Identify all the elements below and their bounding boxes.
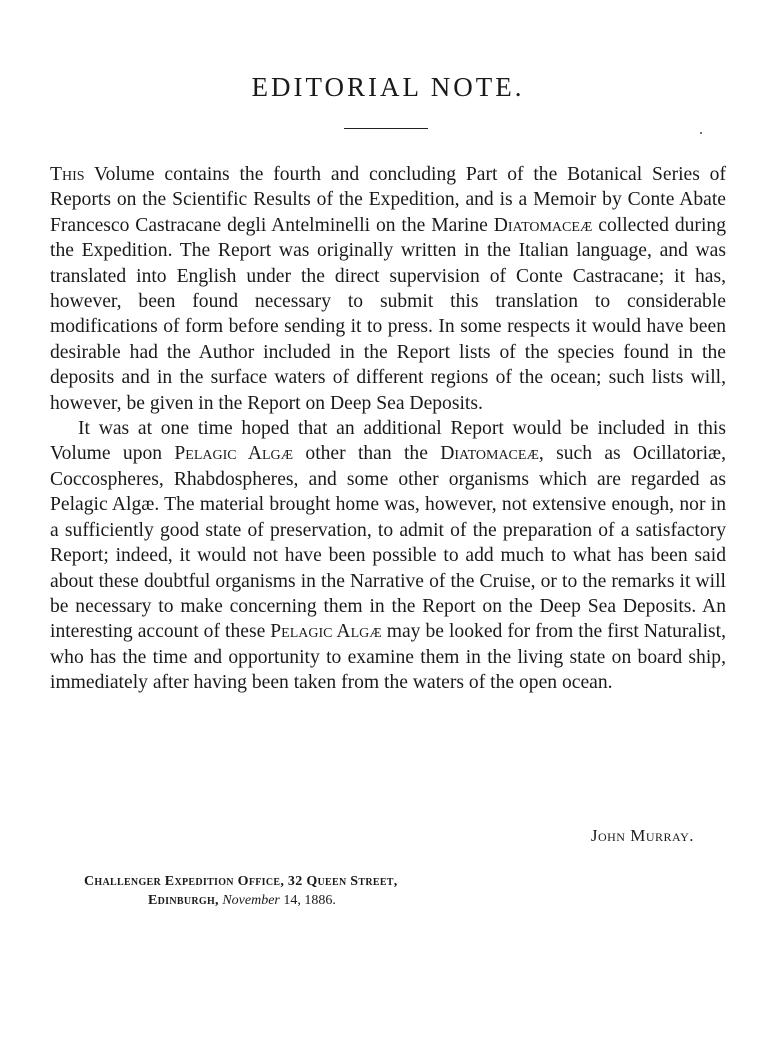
term-pelagic-algae: Pelagic Algæ [174, 443, 294, 465]
page-title: EDITORIAL NOTE. [251, 72, 525, 102]
paragraph-1-text-b: collected during the Expedition. The Report was originally written in the Italian language, and was translated into English under the direct supervision of Conte Castracane; it has, however, been found necessary to submit this translation to considerable modifications of form before sending it to press. In some respects it would have been desirable had the Author included in the Report lists of the species found in the deposits and in the surface waters of different regions of the ocean; such lists will, however, be given in the Report on Deep Sea Deposits. [50, 214, 726, 414]
paragraph-2-text-b: other than the [293, 443, 441, 465]
address-month: November [222, 893, 280, 908]
paragraph-2-text-c: , such as Ocillatoriæ, Coccospheres, Rhabdospheres, and some other organisms which are regarded as Pelagic Algæ. The material brought home was, however, not extensive enough, nor in a sufficiently good state of preservation, to admit of the preparation of a satisfactory Report; indeed, it would not have been possible to add much to what has been said about these doubtful organisms in the Narrative of the Cruise, or to the remarks it will be necessary to make concerning them in the Report on the Deep Sea Deposits. An interesting account of these [50, 443, 726, 643]
paragraph-2-text-a: It was at one time hoped that an additional Report would be included in this Volume upon [50, 418, 726, 465]
term-pelagic-algae: Pelagic Algæ [270, 621, 382, 643]
author-signature: John Murray. [590, 826, 694, 845]
address-date: 14, 1886. [279, 893, 336, 908]
term-diatomaceae: Diatomaceæ [493, 214, 593, 236]
term-diatomaceae: Diatomaceæ [440, 443, 539, 465]
note-body [50, 162, 726, 696]
title-divider [344, 128, 428, 129]
paragraph-1 [50, 162, 726, 416]
address-line-2 [84, 891, 398, 910]
address-city: Edinburgh, [148, 893, 219, 908]
print-speck [700, 132, 702, 134]
address-line-1: Challenger Expedition Office, 32 Queen Street, [84, 874, 398, 889]
opening-word: This [50, 164, 85, 185]
paragraph-2 [50, 416, 726, 695]
paragraph-1-text-a: Volume contains the fourth and concluding Part of the Botanical Series of Reports on the Scientific Results of the Expedition, and is a Memoir by Conte Abate Francesco Castracane degli Antelminelli on the Marine [50, 164, 726, 236]
office-address [84, 872, 398, 910]
paragraph-2-text-d: may be looked for from the first Naturalist, who has the time and opportunity to examine them in the living state on board ship, immediately after having been taken from the waters of the open ocean. [50, 621, 726, 694]
